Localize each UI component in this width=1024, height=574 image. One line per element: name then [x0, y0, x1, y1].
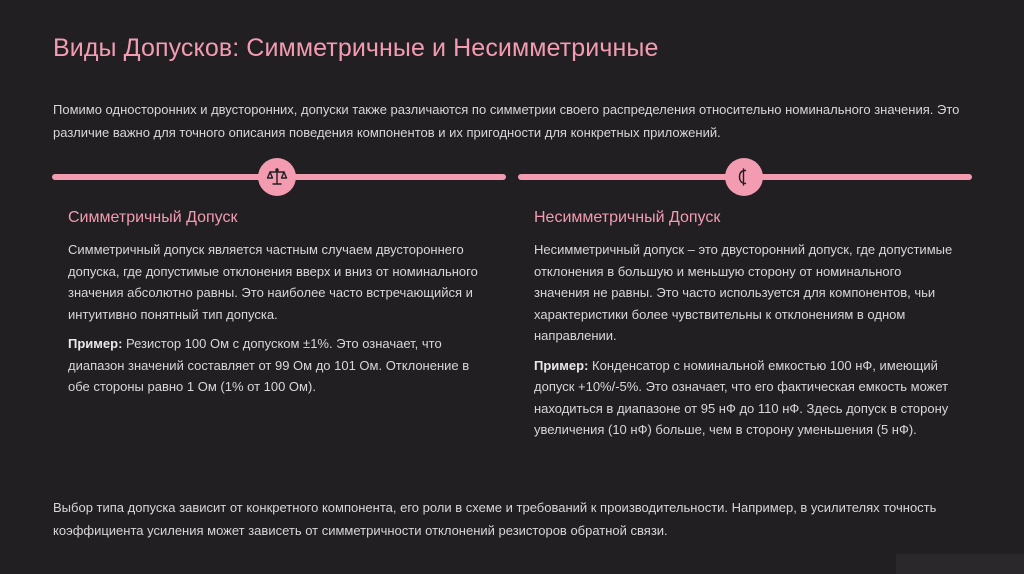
asymmetric-body: [534, 239, 959, 449]
asymmetric-title: Несимметричный Допуск: [534, 209, 721, 226]
asymmetric-description: Несимметричный допуск – это двусторонний допуск, где допустимые отклонения в большую и меньшую сторону от номинального значения не равны. Это часто используется для компонентов, чьи характеристики более чувствительны к отклонениям в одном направлении.: [534, 242, 953, 343]
symmetric-description: Симметричный допуск является частным случаем двустороннего допуска, где допустимые отклонения вверх и вниз от номинального значения абсолютно равны. Это наиболее часто встречающийся и интуитивно понятный тип допуска.: [68, 242, 478, 322]
asymmetric-icon-badge: [725, 158, 763, 196]
intro-paragraph: Помимо односторонних и двусторонних, допуски также различаются по симметрии своего распределения относительно номинального значения. Это различие важно для точного описания поведения компонентов и их пригодности для конкретных приложений.: [53, 102, 960, 140]
balance-scale-icon: [258, 158, 296, 196]
symmetric-body: [68, 239, 493, 406]
symmetric-example-label: Пример:: [68, 336, 123, 351]
slide-title: Виды Допусков: Симметричные и Несимметричные: [53, 34, 659, 62]
symmetric-example: [68, 333, 493, 398]
asymmetric-example-label: Пример:: [534, 357, 589, 373]
asymmetric-symbol-icon: [725, 158, 763, 196]
corner-decoration: [896, 554, 1024, 574]
asymmetric-example-text: Конденсатор с номинальной емкостью 100 нФ, имеющий допуск +10%/-5%. Это означает, что его фактическая емкость может находиться в диапазоне от 95 нФ до 110 нФ. Здесь допуск в сторону увеличения (10 нФ) больше, чем в сторону уменьшения (5 нФ).: [534, 357, 949, 437]
symmetric-icon-badge: [258, 158, 296, 196]
asymmetric-example: [534, 355, 959, 441]
symmetric-title: Симметричный Допуск: [68, 209, 238, 226]
symmetric-example-text: Резистор 100 Ом с допуском ±1%. Это означает, что диапазон значений составляет от 99 Ом до 101 Ом. Отклонение в обе стороны равно 1 Ом (1% от 100 Ом).: [68, 336, 470, 394]
footer-paragraph: Выбор типа допуска зависит от конкретного компонента, его роли в схеме и требований к производительности. Например, в усилителях точность коэффициента усиления может зависеть от симметричности отклонений резисторов обратной связи.: [53, 500, 937, 538]
